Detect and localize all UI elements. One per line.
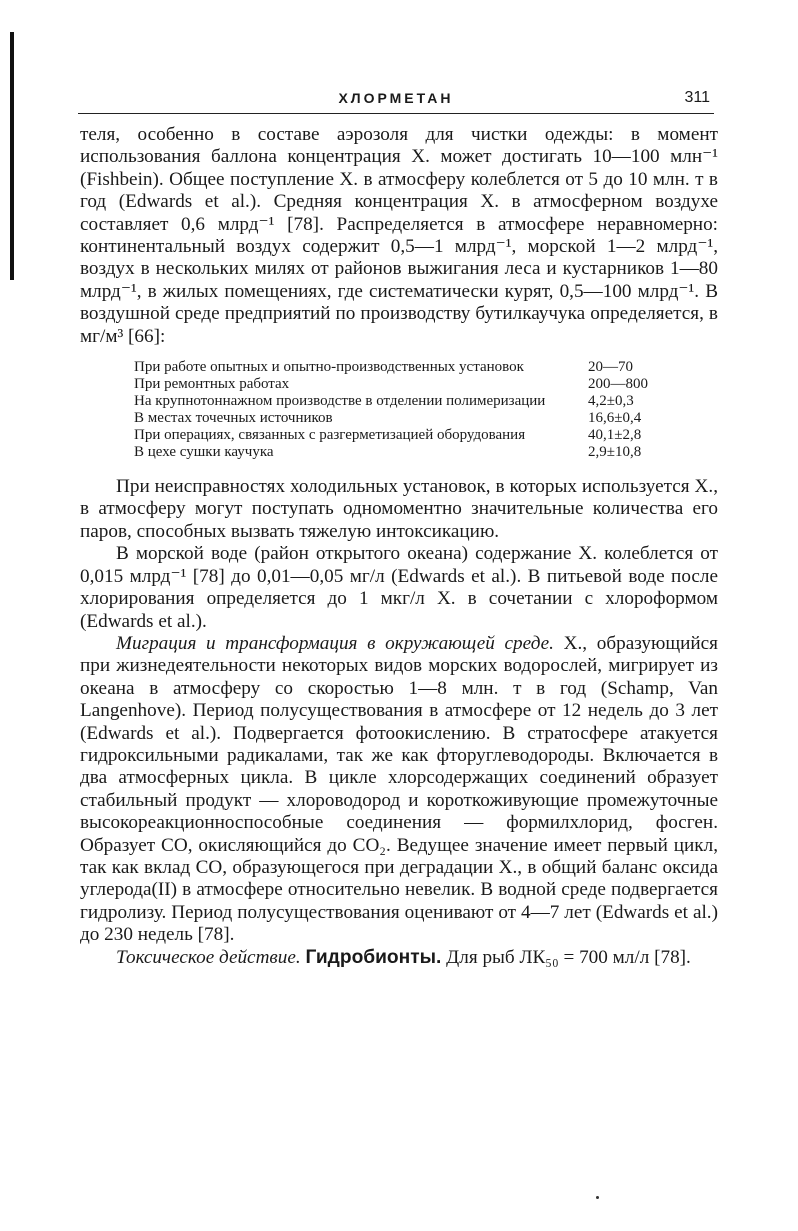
table-row [134, 375, 674, 392]
table-row-label: На крупнотоннажном производстве в отделении полимеризации [134, 393, 546, 410]
table-row-label: При операциях, связанных с разгерметизацией оборудования [134, 427, 526, 444]
paragraph-toxic-action [80, 947, 718, 969]
scan-speck [596, 1196, 599, 1199]
table-row [134, 392, 674, 409]
paragraph-refrigeration: При неисправностях холодильных установок, в которых используется Х., в атмосферу могут поступать одномоментно значительные количества его паров, способных вызвать тяжелую интоксикацию. [80, 476, 718, 542]
table-row-value: 16,6±0,4 [588, 410, 642, 427]
table-row-value: 4,2±0,3 [588, 393, 634, 410]
page-number: 311 [684, 89, 710, 106]
running-title: ХЛОРМЕТАН [338, 90, 454, 106]
table-row-label: При ремонтных работах [134, 376, 290, 393]
table-row [134, 358, 674, 375]
running-header [78, 88, 714, 114]
toxic-text: Для рыб ЛК₅₀ = 700 мл/л [78]. [441, 946, 691, 968]
table-row [134, 409, 674, 426]
paragraph-sea-water: В морской воде (район открытого океана) содержание Х. колеблется от 0,015 млрд⁻¹ [78] до 0,01—0,05 мг/л (Edwards et al.). В питьевой воде после хлорирования определяется до 1 мкг/л Х. в сочетании с хлороформом (Edwards et al.). [80, 543, 718, 632]
toxic-heading: Токсическое действие. [116, 946, 301, 968]
migration-text: Х., образующийся при жизнедеятельности некоторых видов морских водорослей, мигрирует из океана в атмосферу со скоростью 1—8 млн. т в год (Schamp, Van Langenhove). Период полусуществования в атмосфере от 12 недель до 3 лет (Edwards et al.). Подвергается фотоокислению. В стратосфере атакуется гидроксильными радикалами, так же как фторуглеводороды. Включается в два атмосферных цикла. В цикле хлорсодержащих соединений образует стабильный продукт — хлороводород и короткоживующие промежуточные высокореакционноспособные соединения — формилхлорид, фосген. Образует СО, окисляющийся до СО₂. Ведущее значение имеет первый цикл, так как вклад СО, образующегося при деградации Х., в общий баланс оксида углерода(II) в атмосфере относительно невелик. В водной среде подвергается гидролизу. Период полусуществования оценивают от 4—7 лет (Edwards et al.) до 230 недель [78]. [80, 632, 718, 946]
table-row-label: В цехе сушки каучука [134, 444, 274, 461]
intro-paragraph: теля, особенно в составе аэрозоля для чистки одежды: в момент использования баллона концентрация Х. может достигать 10—100 млн⁻¹ (Fishbein). Общее поступление Х. в атмосферу колеблется от 5 до 10 млн. т в год (Edwards et al.). Средняя концентрация Х. в атмосферном воздухе составляет 0,6 млрд⁻¹ [78]. Распределяется в атмосфере неравномерно: континентальный воздух содержит 0,5—1 млрд⁻¹, морской 1—2 млрд⁻¹, воздух в нескольких милях от районов выжигания леса и кустарников 1—80 млрд⁻¹, в жилых помещениях, где систематически курят, 0,5—100 млрд⁻¹. В воздушной среде предприятий по производству бутилкаучука определяется, в мг/м³ [66]: [80, 124, 718, 347]
table-row [134, 443, 674, 460]
concentration-table [134, 358, 674, 460]
table-row-value: 200—800 [588, 376, 648, 393]
table-row-label: При работе опытных и опытно-производственных установок [134, 359, 524, 376]
paragraph-migration [80, 633, 718, 947]
toxic-subheading: Гидробионты. [305, 946, 442, 968]
scan-edge-mark [10, 32, 14, 280]
page-body [80, 124, 718, 969]
table-row-value: 20—70 [588, 359, 633, 376]
migration-heading: Миграция и трансформация в окружающей среде. [116, 632, 554, 654]
table-row-value: 40,1±2,8 [588, 427, 642, 444]
table-row [134, 426, 674, 443]
table-row-value: 2,9±10,8 [588, 444, 642, 461]
table-row-label: В местах точечных источников [134, 410, 333, 427]
